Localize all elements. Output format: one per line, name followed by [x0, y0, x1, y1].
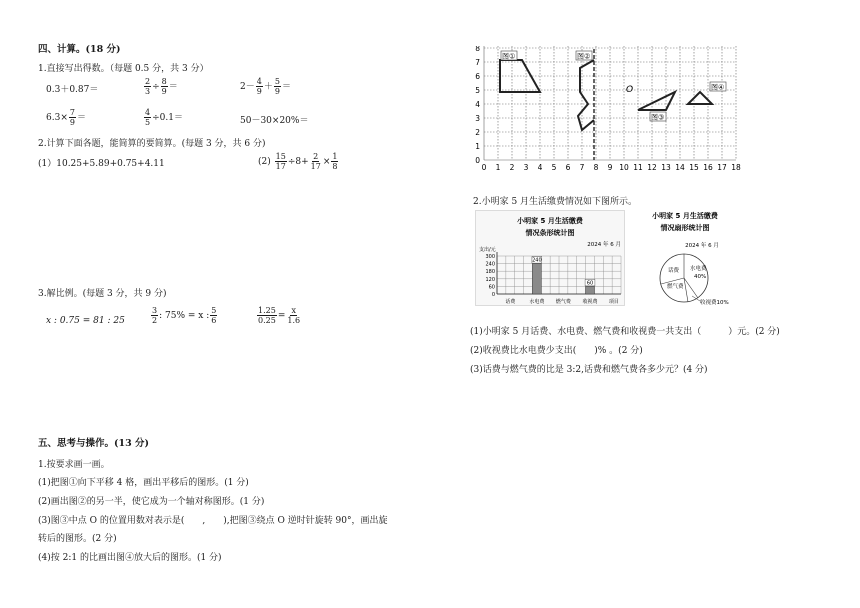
x-tick-label: 9: [607, 163, 613, 172]
bar-category-label: 水电费: [529, 299, 545, 305]
pie-chart: [630, 208, 740, 308]
bar-y-tick: 300: [485, 254, 495, 260]
q2-sub3: (3)话费与燃气费的比是 3:2,话费和燃气费各多少元？(4 分): [470, 365, 708, 375]
x-tick-label: 1: [495, 163, 501, 172]
y-tick-label: 4: [475, 100, 480, 109]
figure-4: [688, 92, 712, 104]
bar-chart-title-2: 情况条形统计图: [525, 229, 575, 237]
x-tick-label: 12: [647, 163, 657, 172]
expr-2b: $\frac{4}{5}$ ÷0.1＝: [145, 108, 183, 127]
x-tick-label: 13: [661, 163, 671, 172]
pie-label-water: 水电费: [690, 266, 707, 272]
proportion-b: $\frac{3}{2}$ : 75% = x : $\frac{5}{6}$: [152, 306, 217, 325]
figure-2-label: 图②: [577, 52, 591, 61]
y-tick-label: 3: [475, 114, 480, 123]
x-tick-label: 7: [579, 163, 585, 172]
q2-part2: (2) $\frac{15}{17}$ ÷8+ $\frac{2}{17}$ × $\frac{1}{8}$: [258, 152, 338, 171]
pie-label-phone: 话费: [668, 268, 680, 274]
q2-part1: (1）10.25+5.89+0.75+4.11: [38, 159, 165, 169]
q2-sub2: (2)收视费比水电费少支出( )% 。(2 分): [470, 346, 643, 356]
bar: [586, 286, 595, 294]
bar-y-tick: 180: [485, 269, 495, 276]
s5-line1: 1.按要求画一画。: [38, 460, 110, 470]
y-tick-label: 5: [475, 86, 480, 95]
expr-2a: 6.3× $\frac{7}{9}$ ＝: [46, 108, 86, 127]
pie-label-water-pct: 40%: [694, 274, 707, 280]
figure-3: [638, 92, 675, 110]
bar-value-label: 240: [532, 257, 542, 264]
bar: [532, 264, 541, 294]
figure-3-label: 图③: [651, 113, 665, 122]
grid-tick-labels: [475, 46, 741, 172]
expr-1b: $\frac{2}{3}$ ÷ $\frac{8}{9}$ ＝: [145, 77, 178, 96]
y-tick-label: 1: [475, 142, 480, 151]
coordinate-grid: [470, 46, 742, 176]
section-4-title: 四、计算。(18 分): [38, 44, 121, 55]
pie-label-tv: 收视费10%: [700, 300, 729, 306]
x-tick-label: 18: [731, 163, 741, 172]
pie-chart-title-2: 情况扇形统计图: [660, 224, 710, 232]
x-tick-label: 3: [523, 163, 529, 172]
bar-chart-ylabel: 支出/元: [479, 247, 496, 253]
section-5-title: 五、思考与操作。(13 分): [38, 438, 150, 449]
figure-2: [578, 60, 594, 130]
x-tick-label: 14: [675, 163, 685, 172]
pie-chart-title-1: 小明家 5 月生活缴费: [652, 212, 718, 220]
expr-1c: 2－ $\frac{4}{9}$ ＋ $\frac{5}{9}$ ＝: [240, 77, 291, 96]
y-tick-label: 2: [475, 128, 480, 137]
bar-y-tick: 60: [488, 284, 495, 291]
bar-category-label: 项目: [608, 299, 619, 305]
proportion-a: x : 0.75 = 81 : 25: [46, 316, 125, 326]
q3-instruction: 3.解比例。(每题 3 分，共 9 分): [38, 289, 167, 299]
bar-chart-title-1: 小明家 5 月生活缴费: [517, 217, 583, 225]
bar-value-label: 60: [586, 280, 594, 287]
q2-right-title: 2.小明家 5 月生活缴费情况如下图所示。: [473, 197, 638, 207]
bar-chart-date: 2024 年 6 月: [587, 242, 621, 248]
y-tick-label: 0: [475, 156, 480, 165]
x-tick-label: 16: [703, 163, 713, 172]
x-tick-label: 0: [481, 163, 487, 172]
bar-category-label: 收视费: [582, 299, 598, 305]
y-tick-label: 6: [475, 72, 480, 81]
s5-line6: (4)按 2:1 的比画出图④放大后的图形。(1 分): [38, 553, 222, 563]
expr-2c: 50－30×20%＝: [240, 116, 309, 126]
bar-y-tick: 0: [491, 292, 495, 298]
x-tick-label: 11: [633, 163, 643, 172]
x-tick-label: 5: [551, 163, 557, 172]
x-tick-label: 8: [593, 163, 599, 172]
bar-y-tick: 120: [485, 276, 495, 283]
q2-instruction: 2.计算下面各题，能简算的要简算。(每题 3 分，共 6 分): [38, 139, 266, 149]
x-tick-label: 6: [565, 163, 571, 172]
x-tick-label: 4: [537, 163, 543, 172]
bar-category-label: 燃气费: [555, 299, 571, 305]
q2-sub1: (1)小明家 5 月话费、水电费、燃气费和收视费一共支出（ ）元。(2 分): [470, 327, 780, 337]
s5-line4: (3)图③中点 O 的位置用数对表示是( , ),把图③绕点 O 逆时针旋转 90°，画出旋: [38, 516, 388, 526]
figure-4-label: 图④: [711, 83, 725, 92]
s5-line3: (2)画出图②的另一半，使它成为一个轴对称图形。(1 分): [38, 497, 265, 507]
point-o-label: O: [626, 85, 634, 95]
s5-line2: (1)把图①向下平移 4 格，画出平移后的图形。(1 分): [38, 478, 249, 488]
y-tick-label: 8: [475, 46, 480, 53]
figure-1-label: 图①: [502, 52, 516, 61]
bar-y-tick: 240: [485, 261, 495, 268]
x-tick-label: 17: [717, 163, 727, 172]
bar-category-label: 话费: [505, 299, 516, 305]
y-tick-label: 7: [475, 58, 480, 67]
x-tick-label: 2: [509, 163, 515, 172]
q1-instruction: 1.直接写出得数。（每题 0.5 分，共 3 分）: [38, 64, 209, 74]
pie-chart-date: 2024 年 6 月: [685, 243, 719, 249]
expr-1a: 0.3＋0.87＝: [46, 85, 99, 95]
x-tick-label: 10: [619, 163, 629, 172]
pie-label-gas: 燃气费: [667, 284, 684, 290]
proportion-c: $\frac{1.25}{0.25}$ = $\frac{x}{1.6}$: [258, 306, 301, 325]
s5-line5: 转后的图形。(2 分): [38, 534, 117, 544]
bar-chart: [475, 210, 625, 306]
x-tick-label: 15: [689, 163, 699, 172]
